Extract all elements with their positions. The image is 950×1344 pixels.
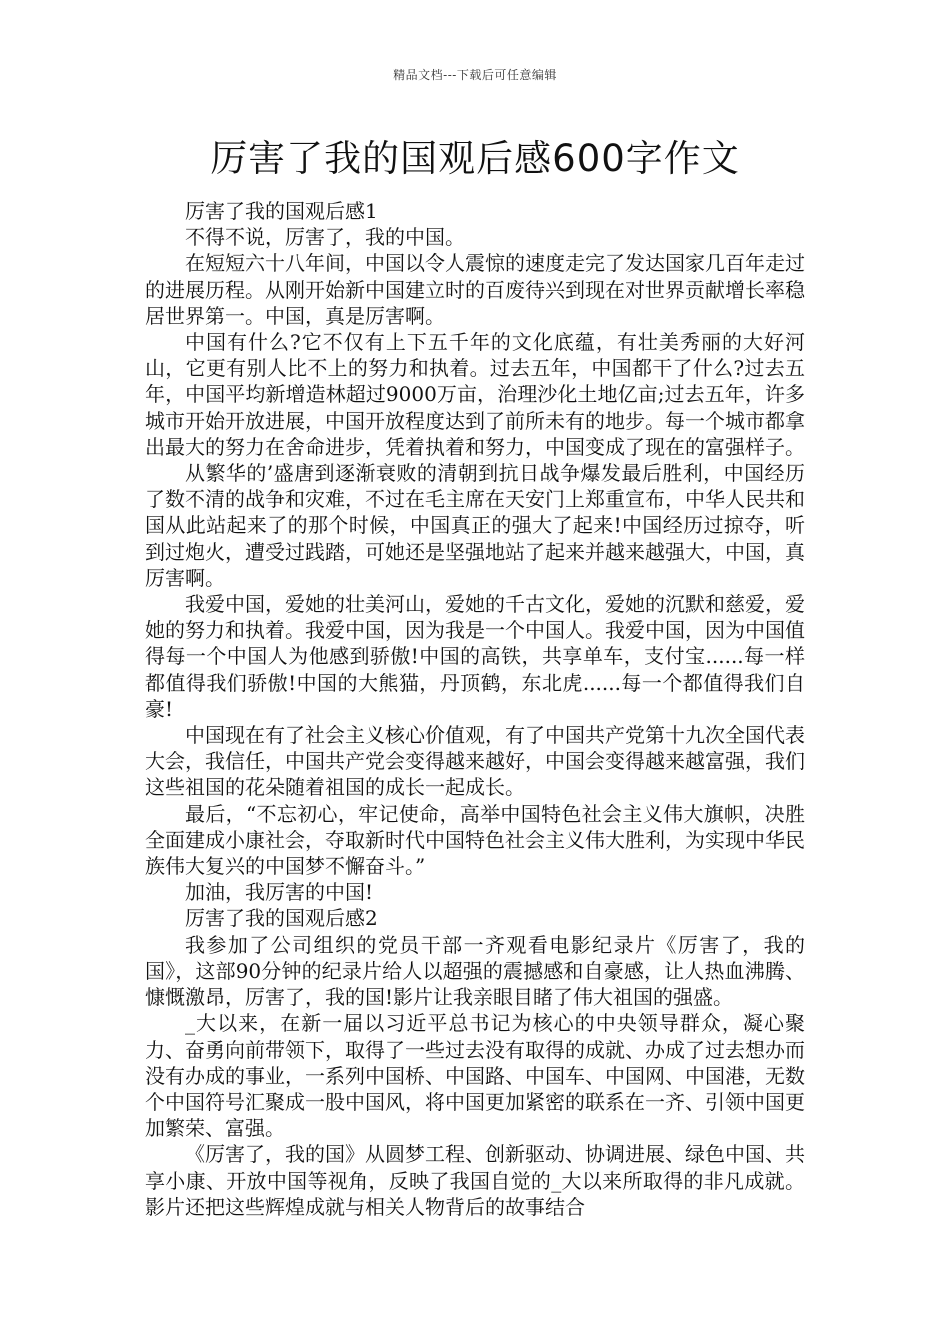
paragraph: 从繁华的’盛唐到逐渐衰败的清朝到抗日战争爆发最后胜利，中国经历了数不清的战争和灾难，不过在毛主席在天安门上郑重宣布，中华人民共和国从此站起来了的那个时候，中国真正的强大了起来!中国经历过掠夺，听到过炮火，遭受过践踏，可她还是坚强地站了起来并越来越强大，中国，真厉害啊。 <box>145 461 805 590</box>
header-note: 精品文档---下载后可任意编辑 <box>393 68 557 82</box>
paragraph: 加油，我厉害的中国! <box>185 880 374 905</box>
document-body <box>145 198 805 1220</box>
paragraph: 我爱中国，爱她的壮美河山，爱她的千古文化，爱她的沉默和慈爱，爱她的努力和执着。我爱中国，因为我是一个中国人。我爱中国，因为中国值得每一个中国人为他感到骄傲!中国的高铁，共享单车，支付宝......每一样都值得我们骄傲!中国的大熊猫，丹顶鹤，东北虎......每一个都值得我们自豪! <box>145 592 805 721</box>
paragraph: 最后，“不忘初心，牢记使命，高举中国特色社会主义伟大旗帜，决胜全面建成小康社会，夺取新时代中国特色社会主义伟大胜利，为实现中华民族伟大复兴的中国梦不懈奋斗。” <box>145 801 805 879</box>
section-heading-2: 厉害了我的国观后感2 <box>185 906 378 931</box>
paragraph: 中国现在有了社会主义核心价值观，有了中国共产党第十九次全国代表大会，我信任，中国共产党会变得越来越好，中国会变得越来越富强，我们这些祖国的花朵随着祖国的成长一起成长。 <box>145 723 805 800</box>
paragraph: 《厉害了，我的国》从圆梦工程、创新驱动、协调进展、绿色中国、共享小康、开放中国等视角，反映了我国自觉的_大以来所取得的非凡成就。影片还把这些辉煌成就与相关人物背后的故事结合 <box>145 1142 805 1219</box>
page-title: 厉害了我的国观后感600字作文 <box>210 137 740 180</box>
paragraph: _大以来，在新一届以习近平总书记为核心的中央领导群众，凝心聚力、奋勇向前带领下，取得了一些过去没有取得的成就、办成了过去想办而没有办成的事业，一系列中国桥、中国路、中国车、中国网、中国港，无数个中国符号汇聚成一股中国风，将中国更加紧密的联系在一齐、引领中国更加繁荣、富强。 <box>145 1011 805 1141</box>
paragraph: 不得不说，厉害了，我的中国。 <box>185 225 465 250</box>
paragraph: 中国有什么?它不仅有上下五千年的文化底蕴，有壮美秀丽的大好河山，它更有别人比不上的努力和执着。过去五年，中国都干了什么?过去五年，中国平均新增造林超过9000万亩，治理沙化土地亿亩;过去五年，许多城市开始开放进展，中国开放程度达到了前所未有的地步。每一个城市都拿出最大的努力在舍命进步，凭着执着和努力，中国变成了现在的富强样子。 <box>145 330 805 459</box>
paragraph: 我参加了公司组织的党员干部一齐观看电影纪录片《厉害了，我的国》，这部90分钟的纪录片给人以超强的震撼感和自豪感，让人热血沸腾、慷慨激昂，厉害了，我的国!影片让我亲眼目睹了伟大祖国的强盛。 <box>145 932 805 1010</box>
paragraph: 在短短六十八年间，中国以令人震惊的速度走完了发达国家几百年走过的进展历程。从刚开始新中国建立时的百废待兴到现在对世界贡献增长率稳居世界第一。中国，真是厉害啊。 <box>145 251 805 328</box>
section-heading-1: 厉害了我的国观后感1 <box>185 199 378 223</box>
